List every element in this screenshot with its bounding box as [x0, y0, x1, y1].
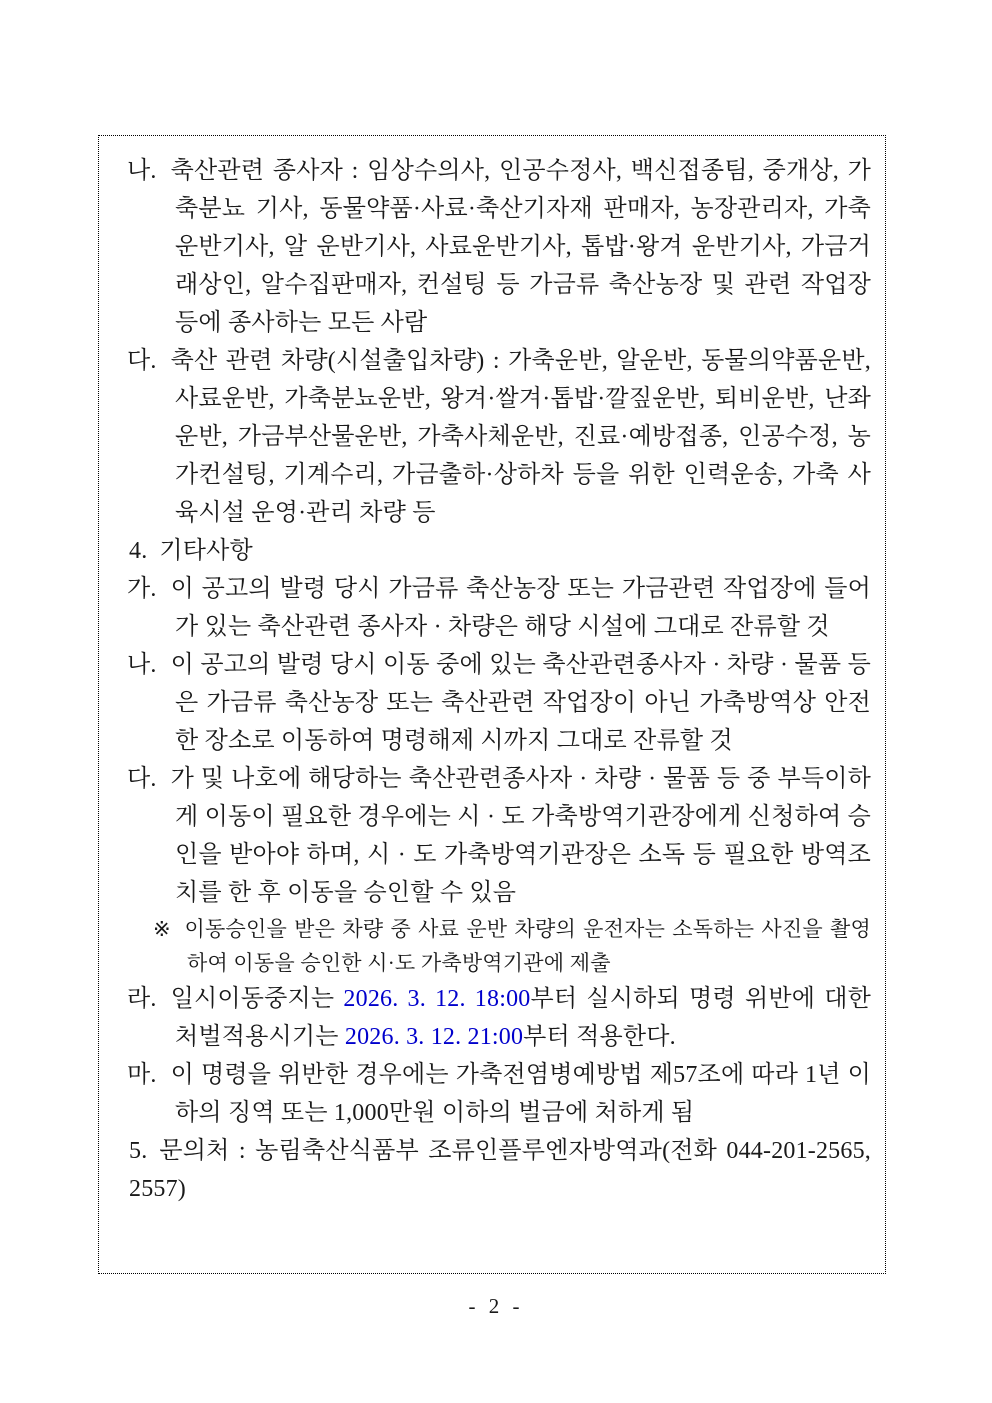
etc-item-ga — [113, 570, 871, 646]
etc-item-ma — [113, 1056, 871, 1132]
list-item-workers-label: 나. — [127, 158, 157, 184]
etc-item-ma-label: 마. — [127, 1062, 157, 1088]
penalty-start-datetime: 2026. 3. 12. 21:00 — [344, 1024, 524, 1050]
section-5-contact-text: 문의처 : 농림축산식품부 조류인플루엔자방역과(전화 044-201-2565, 2557) — [129, 1138, 871, 1202]
etc-item-ra — [113, 980, 871, 1056]
etc-item-ra-seg2: 부터 실시하되 명령 위반에 대한 처벌적용시기는 — [175, 986, 871, 1050]
etc-item-na-text: 이 공고의 발령 당시 이동 중에 있는 축산관련종사자 · 차량 · 물품 등은 가금류 축산농장 또는 축산관련 작업장이 아닌 가축방역상 안전한 장소로 이동하여 명령해제 시까지 그대로 잔류할 것 — [170, 652, 871, 754]
section-4-heading — [113, 532, 871, 570]
notice-border-box — [98, 135, 886, 1274]
list-item-vehicles-label: 다. — [127, 348, 157, 374]
etc-item-ma-text: 이 명령을 위반한 경우에는 가축전염병예방법 제57조에 따라 1년 이하의 징역 또는 1,000만원 이하의 벌금에 처하게 됨 — [170, 1062, 871, 1126]
list-item-workers-text: 축산관련 종사자 : 임상수의사, 인공수정사, 백신접종팀, 중개상, 가축분뇨 기사, 동물약품·사료·축산기자재 판매자, 농장관리자, 가축운반기사, 알 운반기사, 사료운반기사, 톱밥·왕겨 운반기사, 가금거래상인, 알수집판매자, 컨설팅 등 가금류 축산농장 및 관련 작업장 등에 종사하는 모든 사람 — [170, 158, 871, 336]
etc-item-ra-seg4: 부터 적용한다. — [523, 1024, 676, 1050]
page-number: - 2 - — [468, 1294, 524, 1318]
reference-note-marker: ※ — [153, 917, 173, 941]
etc-item-da-label: 다. — [127, 766, 157, 792]
section-5-contact — [113, 1132, 871, 1208]
etc-item-da-text: 가 및 나호에 해당하는 축산관련종사자 · 차량 · 물품 등 중 부득이하게 이동이 필요한 경우에는 시 · 도 가축방역기관장에게 신청하여 승인을 받아야 하며, 시 · 도 가축방역기관장은 소독 등 필요한 방역조치를 한 후 이동을 승인할 수 있음 — [170, 766, 871, 906]
section-5-number: 5. — [129, 1138, 148, 1164]
list-item-vehicles — [113, 342, 871, 532]
reference-note — [113, 912, 871, 980]
etc-item-ra-label: 라. — [127, 986, 157, 1012]
etc-item-na-label: 나. — [127, 652, 157, 678]
etc-item-ra-seg0: 일시이동중지는 — [170, 986, 344, 1012]
etc-item-ga-text: 이 공고의 발령 당시 가금류 축산농장 또는 가금관련 작업장에 들어가 있는 축산관련 종사자 · 차량은 해당 시설에 그대로 잔류할 것 — [170, 576, 871, 640]
etc-item-ga-label: 가. — [127, 576, 157, 602]
list-item-vehicles-text: 축산 관련 차량(시설출입차량) : 가축운반, 알운반, 동물의약품운반, 사료운반, 가축분뇨운반, 왕겨·쌀겨·톱밥·깔짚운반, 퇴비운반, 난좌운반, 가금부산물운반, 가축사체운반, 진료·예방접종, 인공수정, 농가컨설팅, 기계수리, 가금출하·상하차 등을 위한 인력운송, 가축 사육시설 운영·관리 차량 등 — [170, 348, 871, 526]
etc-item-na — [113, 646, 871, 760]
etc-item-da — [113, 760, 871, 912]
section-4-title: 기타사항 — [159, 538, 253, 564]
reference-note-text: 이동승인을 받은 차량 중 사료 운반 차량의 운전자는 소독하는 사진을 촬영하여 이동을 승인한 시·도 가축방역기관에 제출 — [184, 917, 872, 975]
standstill-start-datetime: 2026. 3. 12. 18:00 — [343, 986, 531, 1012]
section-4-number: 4. — [129, 538, 148, 564]
list-item-workers — [113, 152, 871, 342]
